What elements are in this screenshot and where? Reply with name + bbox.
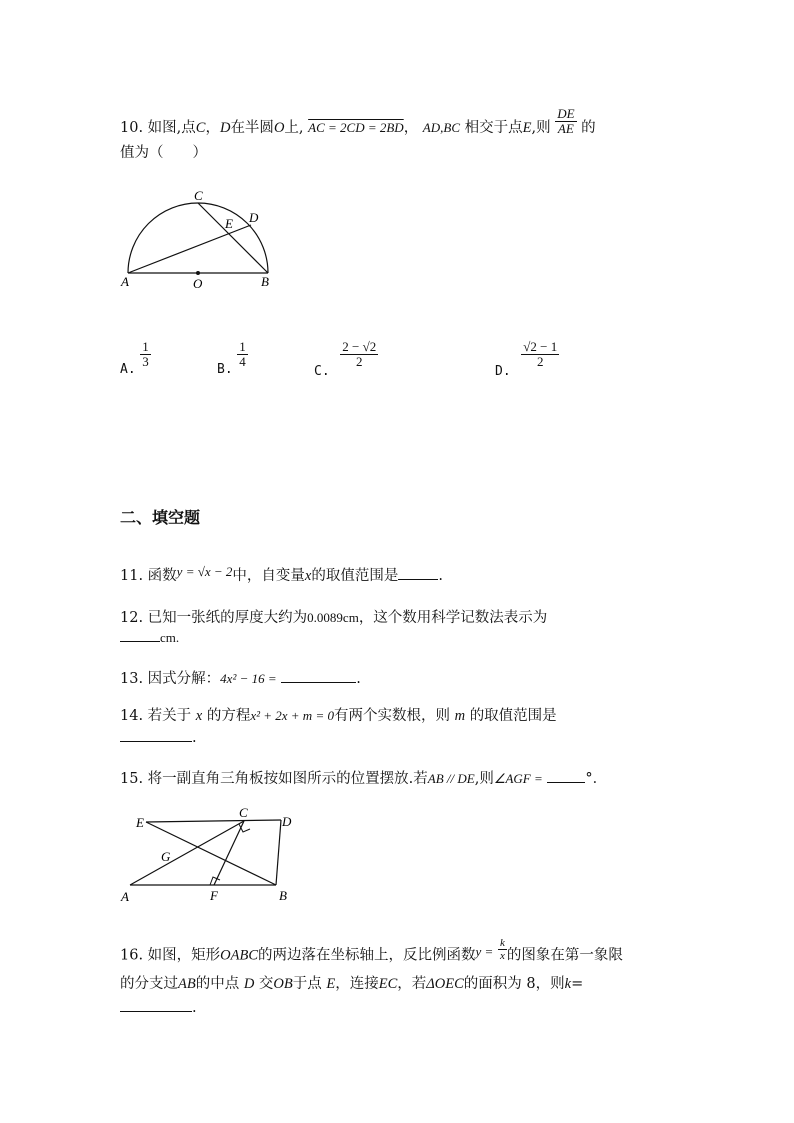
label-a: A xyxy=(121,274,129,289)
q10-line2: 值为（ ） xyxy=(120,145,207,161)
q11-line: 11. 函数y = √x − 2中，自变量x的取值范围是 . xyxy=(120,564,443,584)
label-o: O xyxy=(193,276,203,291)
q10-semicircle-figure xyxy=(115,185,285,295)
q16-line1: 16. 如图，矩形OABC的两边落在坐标轴上，反比例函数y = $\frac{k}{x}$ 的图象在第一象限 xyxy=(120,937,623,964)
segment-ed xyxy=(146,820,281,822)
q12-answer-blank[interactable] xyxy=(120,641,160,642)
q12-line2: cm. xyxy=(120,630,179,646)
center-o-dot xyxy=(196,271,200,275)
q12-line1: 12. 已知一张纸的厚度大约为0.0089cm，这个数用科学记数法表示为 xyxy=(120,610,548,626)
section-title-fill-in: 二、填空题 xyxy=(120,508,201,527)
q11-expression: y = √x − 2 xyxy=(176,564,233,579)
segment-db xyxy=(276,820,281,885)
q10-line1: 10. 如图,点C，D在半圆O上, AC = 2CD = 2BD， AD,BC 相交于点E,则 $\frac{DE}{AE}$ 的 xyxy=(120,106,596,137)
q10-option-a[interactable]: A. $\frac{1}{3}$ xyxy=(120,339,149,377)
q10-option-b[interactable]: B. $\frac{1}{4}$ xyxy=(217,339,246,377)
q14-answer-blank[interactable] xyxy=(120,741,192,742)
q14-line1: 14. 若关于 x 的方程x² + 2x + m = 0有两个实数根，则 m 的取值范围是 xyxy=(120,708,557,724)
q14-line2: . xyxy=(120,730,197,746)
q10-fraction: $\frac{DE}{AE}$ xyxy=(557,106,575,137)
q16-fraction: $\frac{k}{x}$ xyxy=(499,937,505,963)
q16-line2: 的分支过AB的中点 D 交OB于点 E，连接EC，若ΔOEC的面积为 8，则k= xyxy=(120,976,584,992)
label-d: D xyxy=(249,210,259,225)
label-b: B xyxy=(279,888,287,903)
q16-answer-blank[interactable] xyxy=(120,1011,192,1012)
q10-option-d[interactable]: D. $\frac{√2 - 1}{2}$ xyxy=(495,339,558,379)
label-e: E xyxy=(136,815,144,830)
label-c: C xyxy=(194,188,203,203)
label-g: G xyxy=(161,849,171,864)
arc-equation: AC = 2CD = 2BD xyxy=(308,119,404,135)
q15-answer-blank[interactable] xyxy=(547,782,585,783)
label-a: A xyxy=(121,889,129,904)
chord-ad xyxy=(128,225,251,273)
segment-ac xyxy=(130,821,244,885)
label-c: C xyxy=(239,805,248,820)
label-f: F xyxy=(210,888,218,903)
label-b: B xyxy=(261,274,269,289)
right-angle-mark-c xyxy=(239,824,250,832)
q15-triangles-figure xyxy=(115,805,305,905)
q13-line: 13. 因式分解：4x² − 16 = . xyxy=(120,671,361,687)
q13-answer-blank[interactable] xyxy=(281,682,356,683)
label-d: D xyxy=(282,814,292,829)
label-e: E xyxy=(225,216,233,231)
q15-line: 15. 将一副直角三角板按如图所示的位置摆放.若AB // DE,则∠AGF = °． xyxy=(120,771,608,787)
segment-cf xyxy=(214,821,244,885)
q11-answer-blank[interactable] xyxy=(398,579,438,580)
semicircle-arc xyxy=(128,203,268,273)
q16-line3: . xyxy=(120,1000,197,1016)
q10-number: 10. xyxy=(120,119,144,136)
q10-option-c[interactable]: C. $\frac{2 - √2}{2}$ xyxy=(314,339,377,379)
